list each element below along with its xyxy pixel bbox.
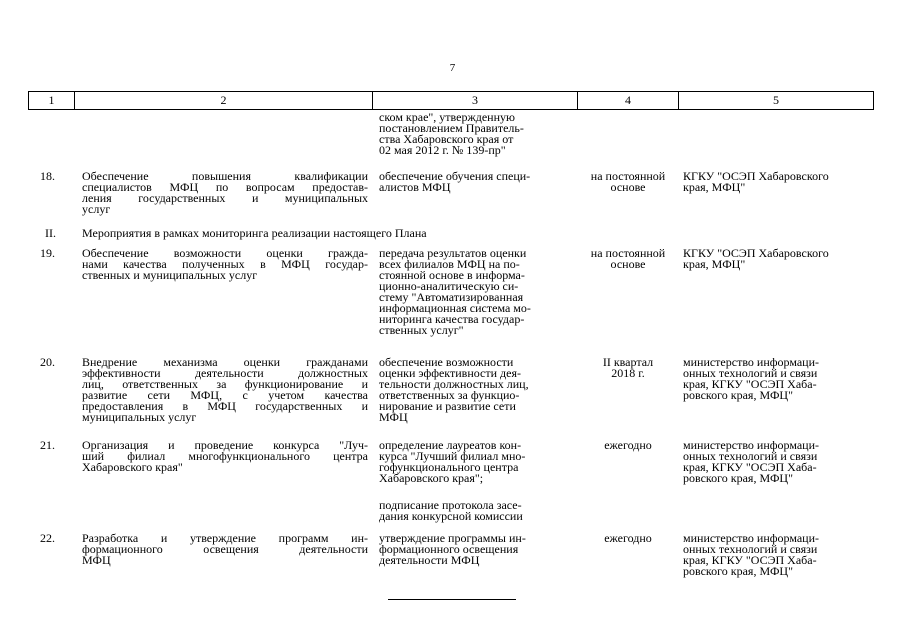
text-line: ционно-аналитическую си- xyxy=(379,279,519,293)
text-line: формационного освещения xyxy=(379,542,519,556)
result-cell xyxy=(379,171,571,193)
result-cell xyxy=(379,248,571,336)
text-line: нами качества полученных в МФЦ государ- xyxy=(82,257,368,271)
deadline-cell xyxy=(578,440,678,451)
text-line: Обеспечение повышения квалификации xyxy=(82,169,368,183)
text-line: гофункционального центра xyxy=(379,460,519,474)
text-line: предоставления в МФЦ государственных и xyxy=(82,399,368,413)
text-line: онных технологий и связи xyxy=(683,366,818,380)
section-number: II. xyxy=(45,226,56,240)
measure-cell xyxy=(82,248,368,281)
text-line: алистов МФЦ xyxy=(379,180,451,194)
deadline-cell xyxy=(578,357,678,379)
text-line: постановлением Правитель- xyxy=(379,121,524,135)
text-line: ежегодно xyxy=(604,438,652,452)
row-number-19: 19. xyxy=(40,246,55,260)
text-line: ниторинга качества государ- xyxy=(379,312,525,326)
text-line: края, КГКУ "ОСЭП Хаба- xyxy=(683,377,817,391)
text-line: обеспечение возможности xyxy=(379,355,514,369)
text-line: стоянной основе в информа- xyxy=(379,268,525,282)
text-line: лиц, ответственных за функционирование и xyxy=(82,377,368,391)
text-line: края, КГКУ "ОСЭП Хаба- xyxy=(683,460,817,474)
deadline-cell xyxy=(578,248,678,270)
result-cell xyxy=(379,440,571,484)
text-line: Хабаровского края"; xyxy=(379,471,484,485)
responsible-cell xyxy=(683,171,873,193)
text-line: ственных и муниципальных услуг xyxy=(82,268,258,282)
measure-cell xyxy=(82,171,368,215)
text-line: министерство информаци- xyxy=(683,531,820,545)
text-line: формационного освещения деятельности xyxy=(82,542,368,556)
measure-cell xyxy=(82,357,368,423)
text-line: услуг xyxy=(82,202,111,216)
text-line: информационная система мо- xyxy=(379,301,531,315)
text-line: Хабаровского края" xyxy=(82,460,183,474)
column-header-3: 3 xyxy=(373,92,578,109)
text-line: деятельности МФЦ xyxy=(379,553,480,567)
text-line: II квартал xyxy=(602,355,654,369)
responsible-cell xyxy=(683,248,873,270)
text-line: на постоянной xyxy=(590,246,666,260)
text-line: министерство информаци- xyxy=(683,438,820,452)
text-line: тельности должностных лиц, xyxy=(379,377,529,391)
row-number-20: 20. xyxy=(40,355,55,369)
measure-cell xyxy=(82,440,368,473)
responsible-cell xyxy=(683,440,873,484)
table-header-row xyxy=(28,91,874,110)
text-line: КГКУ "ОСЭП Хабаровского xyxy=(683,169,829,183)
row-number-18: 18. xyxy=(40,169,55,183)
text-line: всех филиалов МФЦ на по- xyxy=(379,257,520,271)
text-line: подписание протокола засе- xyxy=(379,498,522,512)
text-line: Организация и проведение конкурса "Луч- xyxy=(82,438,368,452)
text-line: 2018 г. xyxy=(611,366,645,380)
row-number-21: 21. xyxy=(40,438,55,452)
text-line: дания конкурсной комиссии xyxy=(379,509,523,523)
text-line: ответственных за функцио- xyxy=(379,388,520,402)
text-line: нирование и развитие сети xyxy=(379,399,516,413)
section-heading xyxy=(45,228,427,239)
page-number: 7 xyxy=(449,62,456,74)
text-line: ровского края, МФЦ" xyxy=(683,564,793,578)
text-line: Внедрение механизма оценки гражданами xyxy=(82,355,368,369)
column-header-1: 1 xyxy=(29,92,75,109)
text-line: ства Хабаровского края от xyxy=(379,132,514,146)
text-line: передача результатов оценки xyxy=(379,246,527,260)
text-line: специалистов МФЦ по вопросам предостав- xyxy=(82,180,368,194)
text-line: онных технологий и связи xyxy=(683,449,818,463)
text-line: основе xyxy=(610,257,646,271)
result-cell xyxy=(379,357,571,423)
text-line: края, МФЦ" xyxy=(683,257,746,271)
text-line: эффективности деятельности должностных xyxy=(82,366,368,380)
row-number-22: 22. xyxy=(40,531,55,545)
text-line: Разработка и утверждение программ ин- xyxy=(82,531,368,545)
text-line: министерство информаци- xyxy=(683,355,820,369)
continuation-cell xyxy=(379,112,571,156)
text-line: ственных услуг" xyxy=(379,323,464,337)
measure-cell xyxy=(82,533,368,566)
deadline-cell xyxy=(578,171,678,193)
text-line: ском крае", утвержденную xyxy=(379,110,515,124)
text-line: ший филиал многофункционального центра xyxy=(82,449,368,463)
text-line: развитие сети МФЦ, с учетом качества xyxy=(82,388,368,402)
column-header-4: 4 xyxy=(578,92,679,109)
column-header-2: 2 xyxy=(75,92,373,109)
text-line: на постоянной xyxy=(590,169,666,183)
text-line: курса "Лучший филиал мно- xyxy=(379,449,526,463)
text-line: стему "Автоматизированная xyxy=(379,290,524,304)
responsible-cell xyxy=(683,533,873,577)
deadline-cell xyxy=(578,533,678,544)
section-title: Мероприятия в рамках мониторинга реализации настоящего Плана xyxy=(82,226,427,240)
text-line: основе xyxy=(610,180,646,194)
text-line: КГКУ "ОСЭП Хабаровского xyxy=(683,246,829,260)
text-line: обеспечение обучения специ- xyxy=(379,169,531,183)
text-line: оценки эффективности дея- xyxy=(379,366,521,380)
text-line: края, МФЦ" xyxy=(683,180,746,194)
responsible-cell xyxy=(683,357,873,401)
text-line: ления государственных и муниципальных xyxy=(82,191,368,205)
text-line: МФЦ xyxy=(82,553,111,567)
text-line: ровского края, МФЦ" xyxy=(683,388,793,402)
text-line: определение лауреатов кон- xyxy=(379,438,522,452)
text-line: ежегодно xyxy=(604,531,652,545)
text-line: ровского края, МФЦ" xyxy=(683,471,793,485)
text-line: муниципальных услуг xyxy=(82,410,197,424)
text-line: 02 мая 2012 г. № 139-пр" xyxy=(379,143,506,157)
text-line: края, КГКУ "ОСЭП Хаба- xyxy=(683,553,817,567)
result-cell xyxy=(379,533,571,566)
text-line: МФЦ xyxy=(379,410,408,424)
text-line: Обеспечение возможности оценки гражда- xyxy=(82,246,368,260)
footer-rule xyxy=(388,599,516,600)
text-line: утверждение программы ин- xyxy=(379,531,526,545)
result-cell-continued xyxy=(379,500,571,522)
text-line: онных технологий и связи xyxy=(683,542,818,556)
column-header-5: 5 xyxy=(773,93,779,107)
